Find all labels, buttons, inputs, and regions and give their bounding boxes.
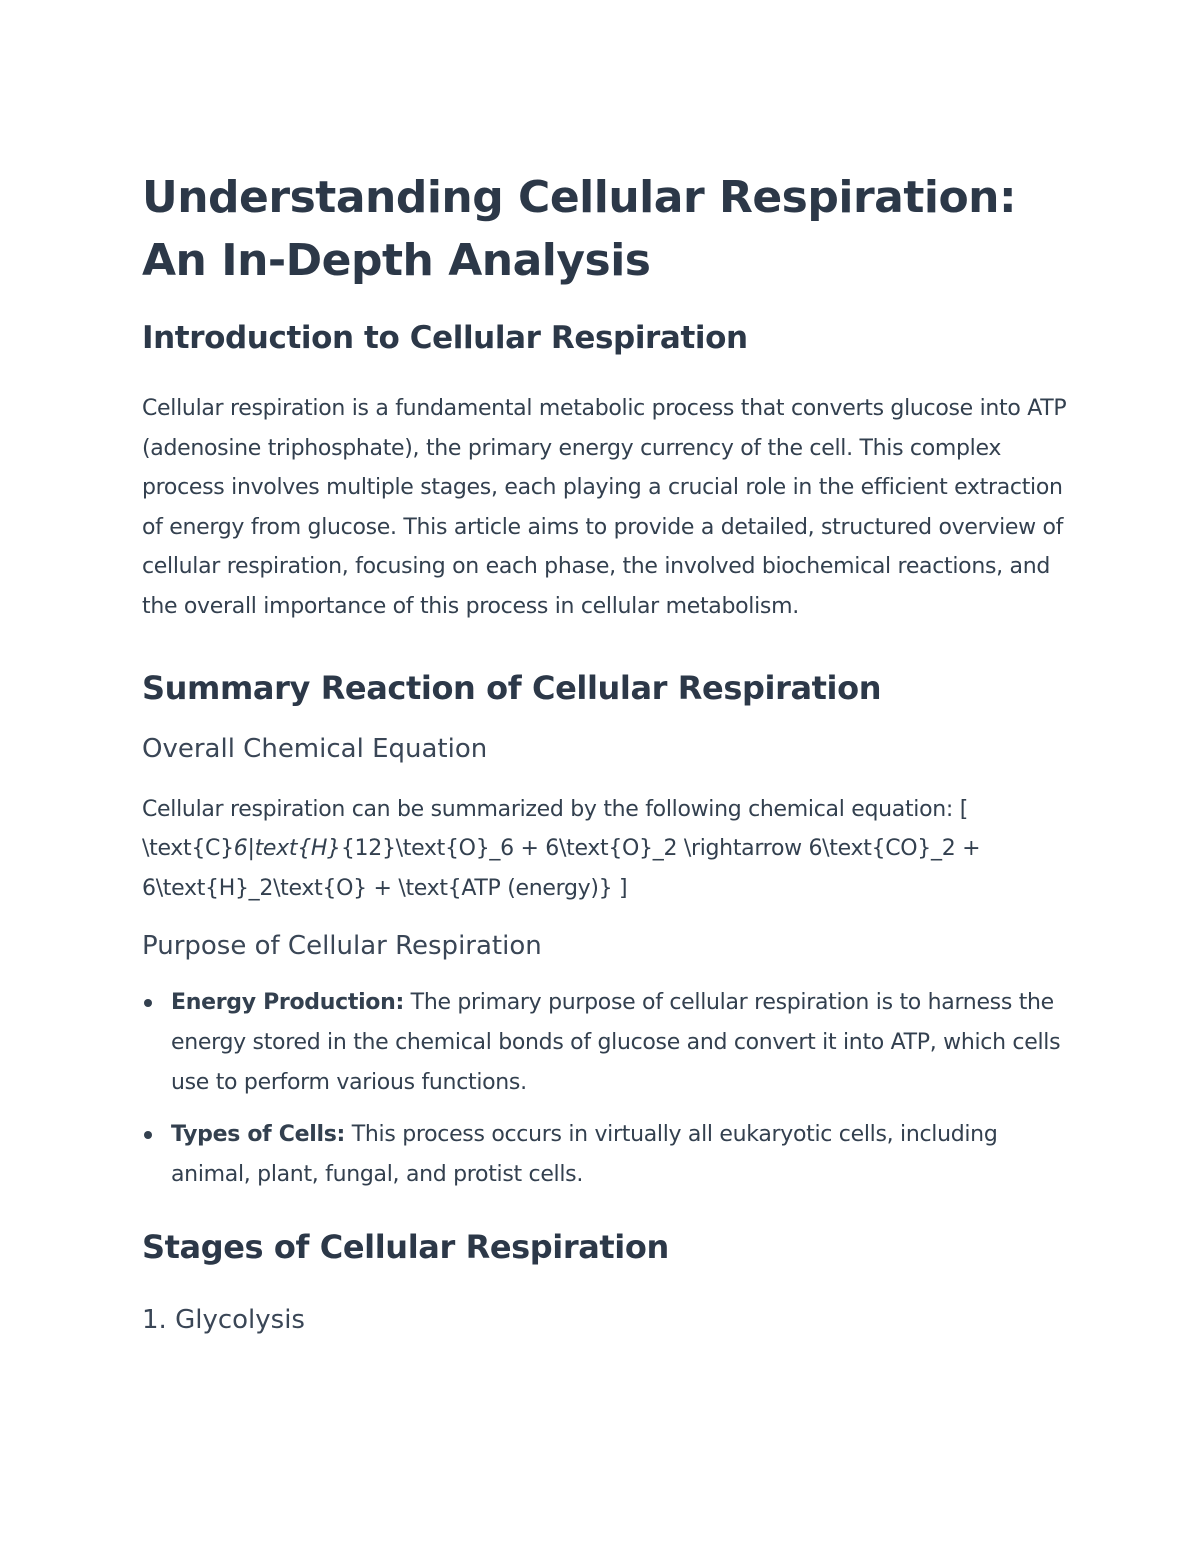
equation-italic-text: 6|text{H} (233, 836, 341, 862)
document-title: Understanding Cellular Respiration: An In-Depth Analysis (142, 172, 1017, 286)
intro-paragraph: Cellular respiration is a fundamental metabolic process that converts glucose into ATP (adenosine triphosphate), the primary energy currency of the cell. This complex process involves multiple stages, each playing a crucial role in the efficient extraction of energy from glucose. This article aims to provide a detailed, structured overview of cellular respiration, focusing on each phase, the involved biochemical reactions, and the overall importance of this process in cellular metabolism. (142, 396, 1067, 619)
list-item (142, 1115, 1072, 1194)
summary-heading: Summary Reaction of Cellular Respiration (142, 668, 882, 707)
equation-lead-text: Cellular respiration can be summarized by the following chemical equation: [ \text{C} (142, 796, 968, 862)
list-item-text: This process occurs in virtually all eukaryotic cells, including animal, plant, fungal, and protist cells. (171, 1122, 998, 1187)
list-item-term: Energy Production: (171, 990, 404, 1016)
document-content (142, 166, 1072, 1337)
purpose-heading: Purpose of Cellular Respiration (142, 931, 542, 962)
overall-equation-heading: Overall Chemical Equation (142, 733, 488, 764)
bullet-icon (144, 1131, 152, 1139)
glycolysis-heading: 1. Glycolysis (142, 1305, 305, 1336)
intro-heading: Introduction to Cellular Respiration (142, 320, 748, 356)
list-item-term: Types of Cells: (171, 1122, 346, 1148)
list-item-text: The primary purpose of cellular respiration is to harness the energy stored in the chemical bonds of glucose and convert it into ATP, which cells use to perform various functions. (171, 990, 1061, 1095)
stages-heading: Stages of Cellular Respiration (142, 1228, 669, 1267)
equation-paragraph (142, 790, 1072, 909)
equation-rest-text: {12}\text{O}_6 + 6\text{O}_2 \rightarrow 6\text{CO}_2 + 6\text{H}_2\text{O} + \text{ATP (energy)} ] (142, 836, 981, 901)
purpose-list (142, 983, 1072, 1194)
bullet-icon (144, 999, 152, 1007)
list-item (142, 983, 1072, 1102)
